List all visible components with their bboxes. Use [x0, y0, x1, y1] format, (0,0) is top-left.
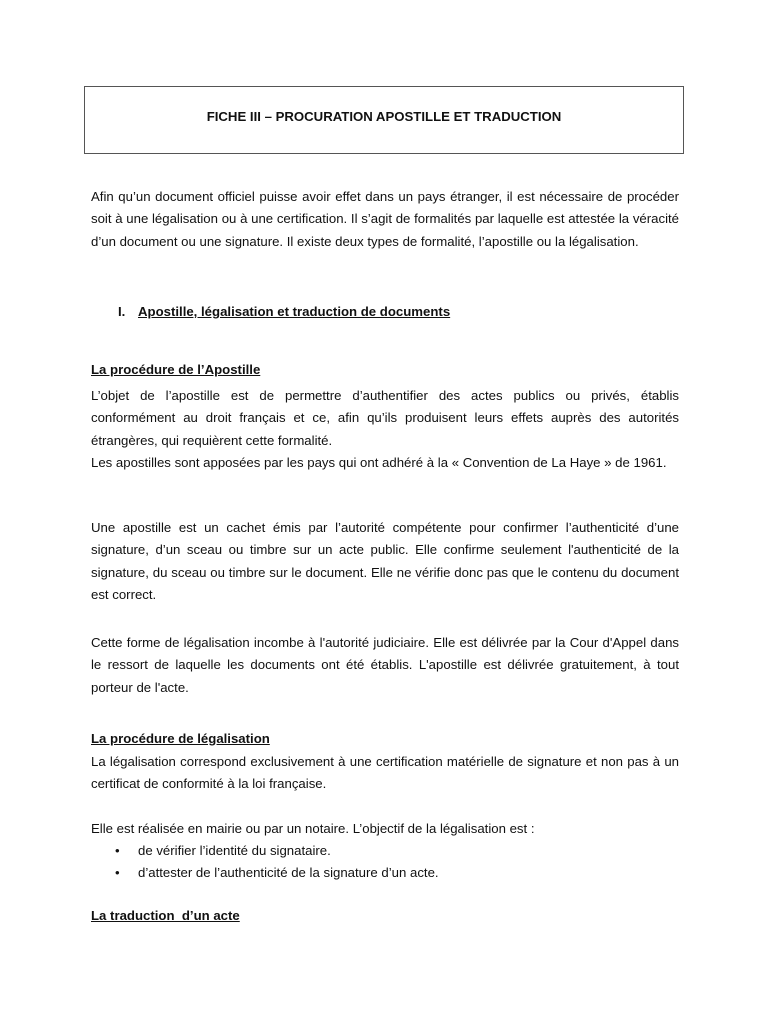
section-heading — [118, 304, 450, 319]
traduction-heading: La traduction d’un acte — [91, 908, 240, 923]
list-item-text: d’attester de l’authenticité de la signature d’un acte. — [138, 865, 439, 881]
apostille-heading: La procédure de l’Apostille — [91, 362, 261, 377]
legalisation-paragraph-1: La légalisation correspond exclusivement à une certification matérielle de signature et non pas à un certificat de conformité à la loi française. — [91, 754, 679, 792]
apostille-paragraph-2: Les apostilles sont apposées par les pays qui ont adhéré à la « Convention de La Haye » de 1961. — [91, 455, 667, 470]
apostille-paragraph-4: Cette forme de légalisation incombe à l'autorité judiciaire. Elle est délivrée par la Cour d'Appel dans le ressort de laquelle les documents ont été établis. L'apostille est délivrée gratuitement, à tout porteur de l'acte. — [91, 635, 679, 695]
legalisation-paragraph-2: Elle est réalisée en mairie ou par un notaire. L’objectif de la légalisation est : — [91, 821, 535, 836]
bullet-icon: • — [115, 865, 120, 881]
document-title: FICHE III – PROCURATION APOSTILLE ET TRADUCTION — [206, 109, 562, 124]
title-box — [84, 86, 684, 154]
legalisation-heading: La procédure de légalisation — [91, 731, 270, 746]
list-item — [115, 862, 439, 884]
intro-paragraph: Afin qu’un document officiel puisse avoir effet dans un pays étranger, il est nécessaire de procéder soit à une légalisation ou à une certification. Il s’agit de formalités par laquelle est attestée la véracité d’un document ou une signature. Il existe deux types de formalité, l’apostille ou la légalisation. — [91, 189, 679, 249]
section-title: Apostille, légalisation et traduction de documents — [138, 304, 451, 319]
section-number: I. — [118, 304, 126, 319]
list-item — [115, 840, 439, 862]
bullet-icon: • — [115, 843, 120, 858]
list-item-text: de vérifier l’identité du signataire. — [138, 843, 331, 858]
legalisation-bullet-list — [115, 840, 439, 885]
apostille-paragraph-3: Une apostille est un cachet émis par l’autorité compétente pour confirmer l’authenticité d’une signature, d’un sceau ou timbre sur un acte public. Elle confirme seulement l'authenticité de la signature, du sceau ou timbre sur le document. Elle ne vérifie donc pas que le contenu du document est correct. — [91, 520, 679, 603]
apostille-paragraph-1: L’objet de l’apostille est de permettre d’authentifier des actes publics ou privés, établis conformément au droit français et ce, afin qu’ils produisent leurs effets auprès des autorités étrangères, qui requièrent cette formalité. — [91, 388, 679, 448]
